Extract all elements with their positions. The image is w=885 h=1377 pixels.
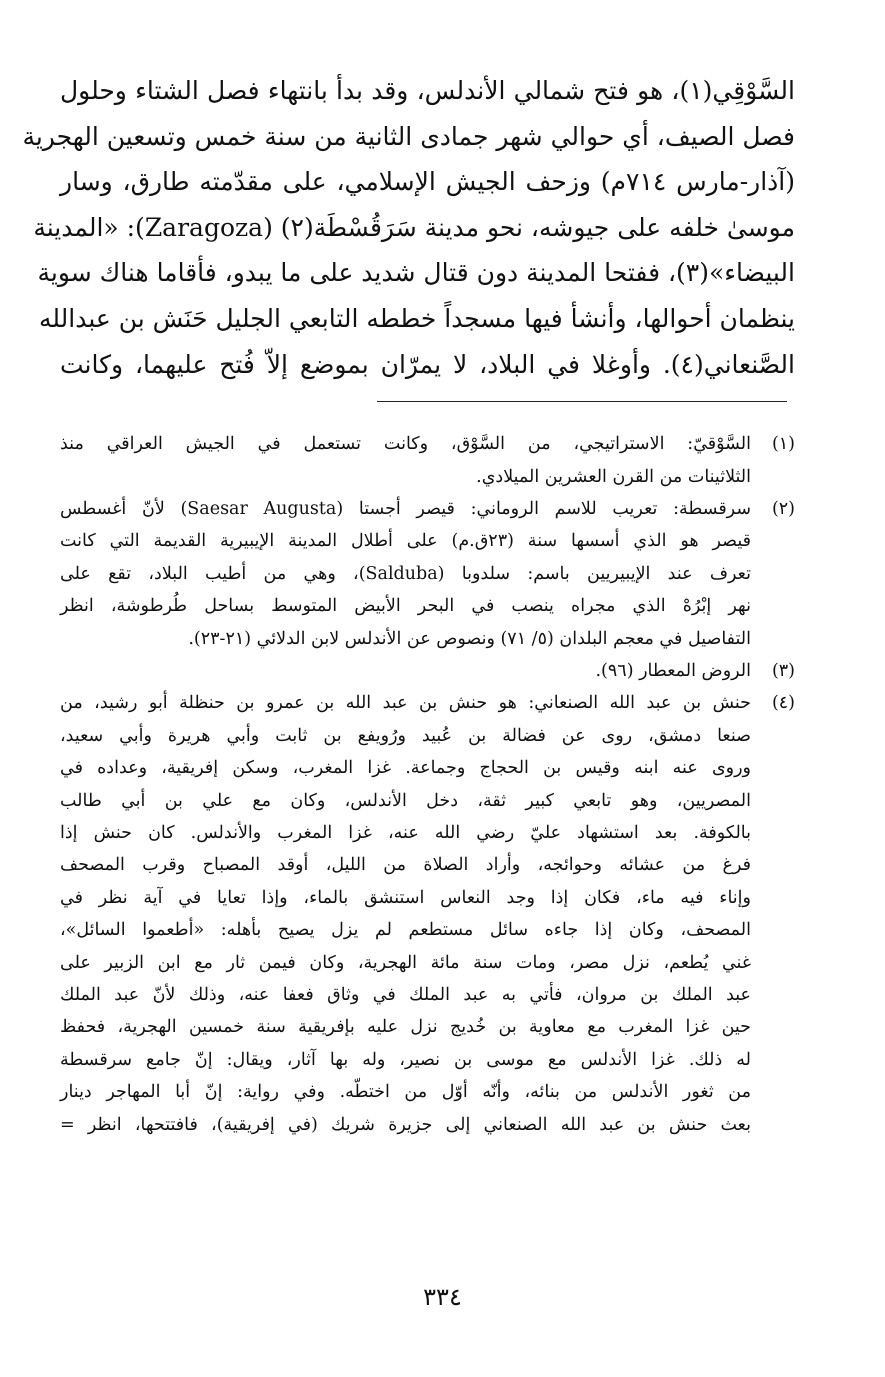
footnote-line: حنش بن عبد الله الصنعاني: هو حنش بن عبد الله بن عمرو بن حنظلة أبو رشيد، من <box>60 693 751 714</box>
main-text-line: الصَّنعاني(٤). وأوغلا في البلاد، لا يمرّان بموضع إلاّ فُتح عليهما، وكانت <box>60 349 795 379</box>
main-text-line: موسىٰ خلفه على جيوشه، نحو مدينة سَرَقُسْطَة(٢) (Zaragoza): «المدينة <box>33 212 795 242</box>
footnote-line: المصحف، وكان إذا جاءه سائل مستطعم لم يزل يصيح بأهله: «أطعموا السائل»، <box>60 920 751 941</box>
main-text-line: السَّوْقِي(١)، هو فتح شمالي الأندلس، وقد بدأ بانتهاء فصل الشتاء وحلول <box>60 76 795 105</box>
main-text <box>22 68 795 387</box>
page-content <box>22 68 795 1141</box>
footnote <box>60 428 795 493</box>
footnote-line: حين غزا المغرب مع معاوية بن خُديج نزل عليه بإفريقية سنة خمسين الهجرية، فحفظ <box>60 1017 751 1038</box>
main-text-line: فصل الصيف، أي حوالي شهر جمادى الثانية من سنة خمس وتسعين الهجرية <box>22 121 795 151</box>
footnote-line: صنعا دمشق، روى عن فضالة بن عُبيد ورُويفع بن ثابت وأبي هريرة وأبي سعيد، <box>60 725 751 746</box>
footnote-line: عبد الملك بن مروان، فأتي به عبد الملك في وثاق فعفا عنه، وذلك لأنّ عبد الملك <box>60 985 751 1006</box>
footnote-line: الروض المعطار (٩٦). <box>595 661 751 681</box>
footnote-number: (٣) <box>771 661 795 681</box>
footnote-line: من ثغور الأندلس من بنائه، وأنّه أوّل من اختطّه. وفي رواية: إنّ أبا المهاجر دينار <box>60 1082 751 1103</box>
footnote-line: وروى عنه ابنه وقيس بن الحجاج وجماعة. غزا المغرب، وسكن إفريقية، وعداده في <box>60 758 751 779</box>
footnote-line: المصريين، وهو تابعي كبير ثقة، دخل الأندلس، وكان مع علي بن أبي طالب <box>60 790 751 811</box>
footnote-line: قيصر هو الذي أسسها سنة (٢٣ق.م) على أطلال المدينة الإيبيرية القديمة التي كانت <box>60 531 751 552</box>
footnote-number: (٢) <box>771 498 795 519</box>
main-text-line: البيضاء»(٣)، ففتحا المدينة دون قتال شديد على ما يبدو، فأقاما هناك سوية <box>37 258 795 288</box>
footnote-line: بعث حنش بن عبد الله الصنعاني إلى جزيرة شريك (في إفريقية)، فافتتحها، انظر = <box>60 1114 751 1135</box>
footnote-line: تعرف عند الإيبيريين باسم: سلدوبا (Salduba)، وهي من أطيب البلاد، تقع على <box>60 563 751 584</box>
footnote-line: السَّوْقيّ: الاستراتيجي، من السَّوْق، وكانت تستعمل في الجيش العراقي منذ <box>60 434 751 455</box>
footnote-number: (٤) <box>771 693 795 714</box>
footnote-divider <box>377 401 787 402</box>
footnote <box>60 493 795 655</box>
footnote-line: الثلاثينات من القرن العشرين الميلادي. <box>476 466 751 487</box>
footnote <box>60 687 795 1141</box>
main-text-line: ينظمان أحوالها، وأنشأ فيها مسجداً خططه التابعي الجليل حَنَش بن عبدالله <box>38 303 795 333</box>
footnote-line: له ذلك. غزا الأندلس مع موسى بن نصير، وله بها آثار، ويقال: إنّ جامع سرقسطة <box>60 1049 751 1070</box>
footnote-line: وإناء فيه ماء، فكان إذا وجد النعاس استنشق بالماء، وإذا تعايا في آية نظر في <box>60 887 751 908</box>
footnote-line: نهر إبْرُهْ الذي مجراه ينصب في البحر الأبيض المتوسط بساحل طُرطوشة، انظر <box>60 596 751 617</box>
footnote <box>60 655 795 687</box>
footnote-line: فرغ من عشائه وحوائجه، وأراد الصلاة من الليل، أوقد المصباح وقرب المصحف <box>60 855 751 876</box>
footnote-line: التفاصيل في معجم البلدان (٥/ ٧١) ونصوص عن الأندلس لابن الدلائي (٢١-٢٣). <box>188 628 751 649</box>
footnote-number: (١) <box>771 434 795 455</box>
page-number: ٣٣٤ <box>423 1283 462 1311</box>
footnotes <box>60 428 795 1141</box>
footnote-line: سرقسطة: تعريب للاسم الروماني: قيصر أجستا (Saesar Augusta) لأنّ أغسطس <box>60 498 751 519</box>
footnote-line: غني يُطعم، نزل مصر، ومات سنة مائة الهجرية، وكان فيمن ثار مع ابن الزبير على <box>60 952 751 973</box>
footnote-line: بالكوفة. بعد استشهاد عليّ رضي الله عنه، غزا المغرب والأندلس. كان حنش إذا <box>60 823 751 844</box>
main-text-line: (آذار-مارس ٧١٤م) وزحف الجيش الإسلامي، على مقدّمته طارق، وسار <box>60 167 795 197</box>
